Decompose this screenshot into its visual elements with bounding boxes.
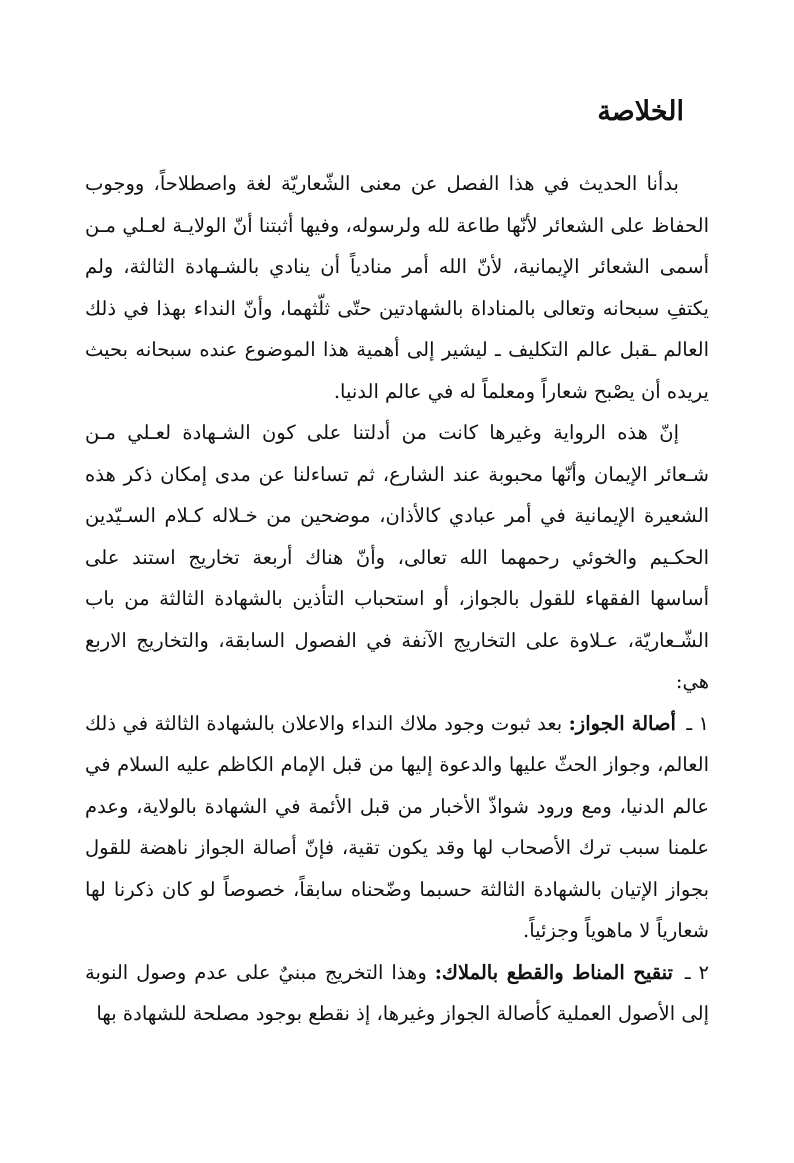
item-number: ٢ ـ	[684, 960, 709, 984]
item-number: ١ ـ	[686, 711, 710, 735]
item-heading: تنقيح المناط والقطع بالملاك:	[434, 960, 673, 984]
item-heading: أصالة الجواز:	[568, 711, 676, 735]
item-text: بعد ثبوت وجود ملاك النداء والاعلان بالشهادة الثالثة في ذلك العالم، وجواز الحثّ عليها والدعوة إليها من قبل الإمام الكاظم عليه السلام في عالم الدنيا، ومع ورود شواذّ الأخبار من قبل الأئمة في الشهادة بالولاية، وعدم علمنا سبب ترك الأصحاب لها وقد يكون تقية، فإنّ أصالة الجواز ناهضة للقول بجواز الإتيان بالشهادة الثالثة حسبما وضّحناه سابقاً، خصوصاً لو كان ذكرنا لها شعارياً لا ماهوياً وجزئياً.	[85, 711, 709, 942]
list-item-permissibility	[85, 703, 709, 952]
body-text	[85, 163, 709, 1035]
paragraph-intro: بدأنا الحديث في هذا الفصل عن معنى الشّعاريّة لغة واصطلاحاً، ووجوب الحفاظ على الشعائر لأنّها طاعة لله ولرسوله، وفيها أثبتنا أنّ الولايـة لعـلي مـن أسمى الشعائر الإيمانية، لأنّ الله أمر منادياً أن ينادي بالشـهادة الثالثة، ولم يكتفِ سبحانه وتعالى بالمناداة بالشهادتين حتّى ثلّثهما، وأنّ النداء بهذا في ذلك العالم ـقبل عالم التكليف ـ ليشير إلى أهمية هذا الموضوع عنده سبحانه بحيث يريده أن يصْبح شعاراً ومعلماً له في عالم الدنيا.	[85, 172, 709, 403]
item-text: وهذا التخريج مبنيٌ على عدم وصول النوبة إلى الأصول العملية كأصالة الجواز وغيرها، إذ نقطع بوجود مصلحة للشهادة بها	[85, 960, 709, 1025]
paragraph-evidence: إنّ هذه الرواية وغيرها كانت من أدلتنا على كون الشـهادة لعـلي مـن شـعائر الإيمان وأنّها محبوبة عند الشارع، ثم تساءلنا عن مدى إمكان ذكر هذه الشعيرة الإيمانية في أمر عبادي كالأذان، موضحين من خـلاله كـلام السـيّدين الحكـيم والخوئي رحمهما الله تعالى، وأنّ هناك أربعة تخاريج استند على أساسها الفقهاء للقول بالجواز، أو استحباب التأذين بالشهادة الثالثة من باب الشّـعاريّة، عـلاوة على التخاريج الآنفة في الفصول السابقة، والتخاريج الاربع هي:	[85, 421, 709, 693]
page-title: الخلاصة	[597, 96, 684, 127]
list-item-criterion	[85, 952, 709, 1035]
